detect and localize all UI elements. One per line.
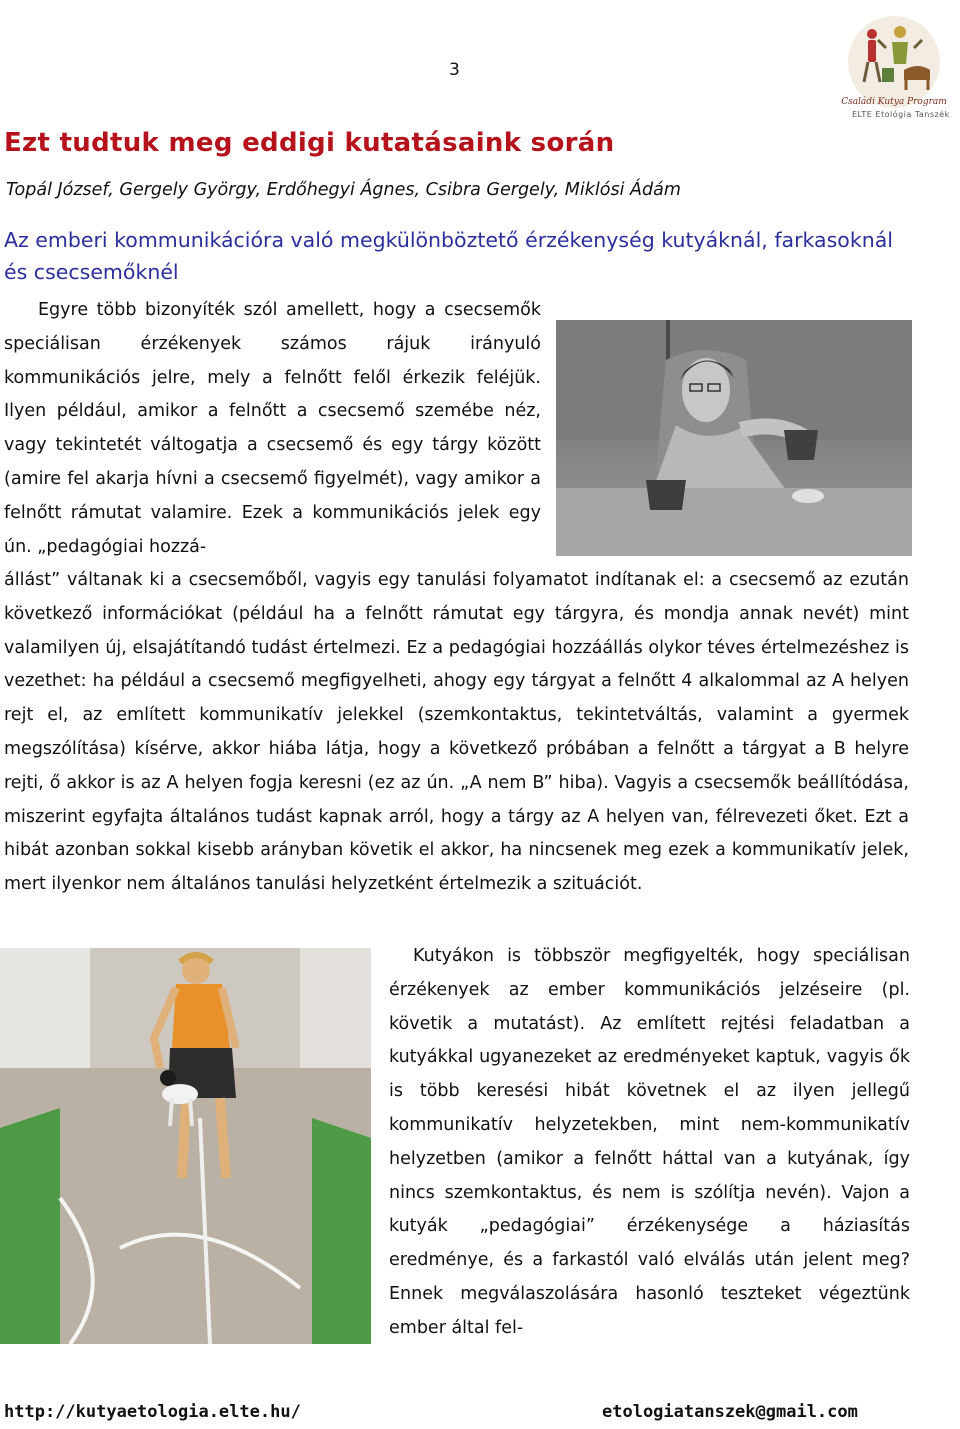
page-title: Ezt tudtuk meg eddigi kutatásaink során — [4, 128, 615, 158]
paragraph-1-text: Egyre több bizonyíték szól amellett, hogy a csecsemők speciálisan érzékenyek számos rájuk irányuló kommunikációs jelre, mely a felnőtt felől érkezik feléjük. Ilyen például, amikor a felnőtt a csecsemő szemébe néz, vagy tekintetét váltogatja a csecsemő és egy tárgy között (amire fel akarja hívni a csecsemő figyelmét), vagy amikor a felnőtt rámutat valamire. Ezek a kommunikációs jelek egy ún. „pedagógiai hozzá- — [4, 300, 541, 557]
authors-line: Topál József, Gergely György, Erdőhegyi Ágnes, Csibra Gergely, Miklósi Ádám — [6, 180, 681, 200]
infant-experiment-photo — [556, 320, 912, 556]
footer-email-link[interactable]: etologiatanszek@gmail.com — [602, 1402, 858, 1422]
section-heading: Az emberi kommunikációra való megkülönböztető érzékenység kutyáknál, farkasoknál és csecsemőknél — [4, 228, 893, 284]
paragraph-2: állást” váltanak ki a csecsemőből, vagyis egy tanulási folyamatot indítanak el: a csecsemő az ezután következő információkat (például ha a felnőtt rámutat egy tárgyra, és mondja annak nevét) mint valamilyen új, elsajátítandó tudást értelmezi. Ez a pedagógiai hozzáállás olykor téves értelmezéshez is vezethet: ha például a csecsemő megfigyelheti, ahogy egy tárgyat a felnőtt 4 alkalommal az A helyen rejt el, az említett kommunikatív jelekkel (szemkontaktus, tekintetváltás, valamint a gyermek megszólítása) kísérve, akkor hiába látja, hogy a következő próbában a felnőtt a tárgyat a B helyre rejti, ő akkor is az A helyen fogja keresni (ez az ún. „A nem B” hiba). Vagyis a csecsemők beállítódása, miszerint egyfajta általános tudást kapnak arról, hogy a tárgy az A helyen van, félrevezeti őket. Ezt a hibát azonban sokkal kisebb arányban követik el akkor, ha nincsenek meg ezek a kommunikatív jelek, mert ilyenkor nem általános tanulási helyzetként értelmezik a szituációt. — [4, 570, 909, 895]
logo-caption: ELTE Etológia Tanszék — [852, 110, 950, 119]
dog-experiment-photo — [0, 948, 371, 1344]
footer-website-link[interactable]: http://kutyaetologia.elte.hu/ — [4, 1402, 301, 1422]
paragraph-1 — [4, 294, 541, 564]
paragraph-3-text: Kutyákon is többször megfigyelték, hogy speciálisan érzékenyek az ember kommunikációs jelzéseire (pl. követik a mutatást). Az említett rejtési feladatban a kutyákkal ugyanezeket az eredményeket kaptuk, vagyis ők is több keresési hibát követnek el az ilyen jellegű kommunikatív helyzetekben, mint nem-kommunikatív helyzetben (amikor a felnőtt háttal van a kutyának, így nincs szemkontaktus, és nem is szólítja nevén). Vajon a kutyák „pedagógiai” érzékenysége a háziasítás eredménye, és a farkastól való elválás után jelent meg? Ennek megválaszolására hasonló teszteket végeztünk ember által fel- — [389, 946, 910, 1338]
logo-label: Családi Kutya Program — [841, 97, 947, 107]
paragraph-3 — [389, 940, 910, 1346]
program-logo — [838, 12, 950, 120]
page-number: 3 — [449, 60, 460, 80]
